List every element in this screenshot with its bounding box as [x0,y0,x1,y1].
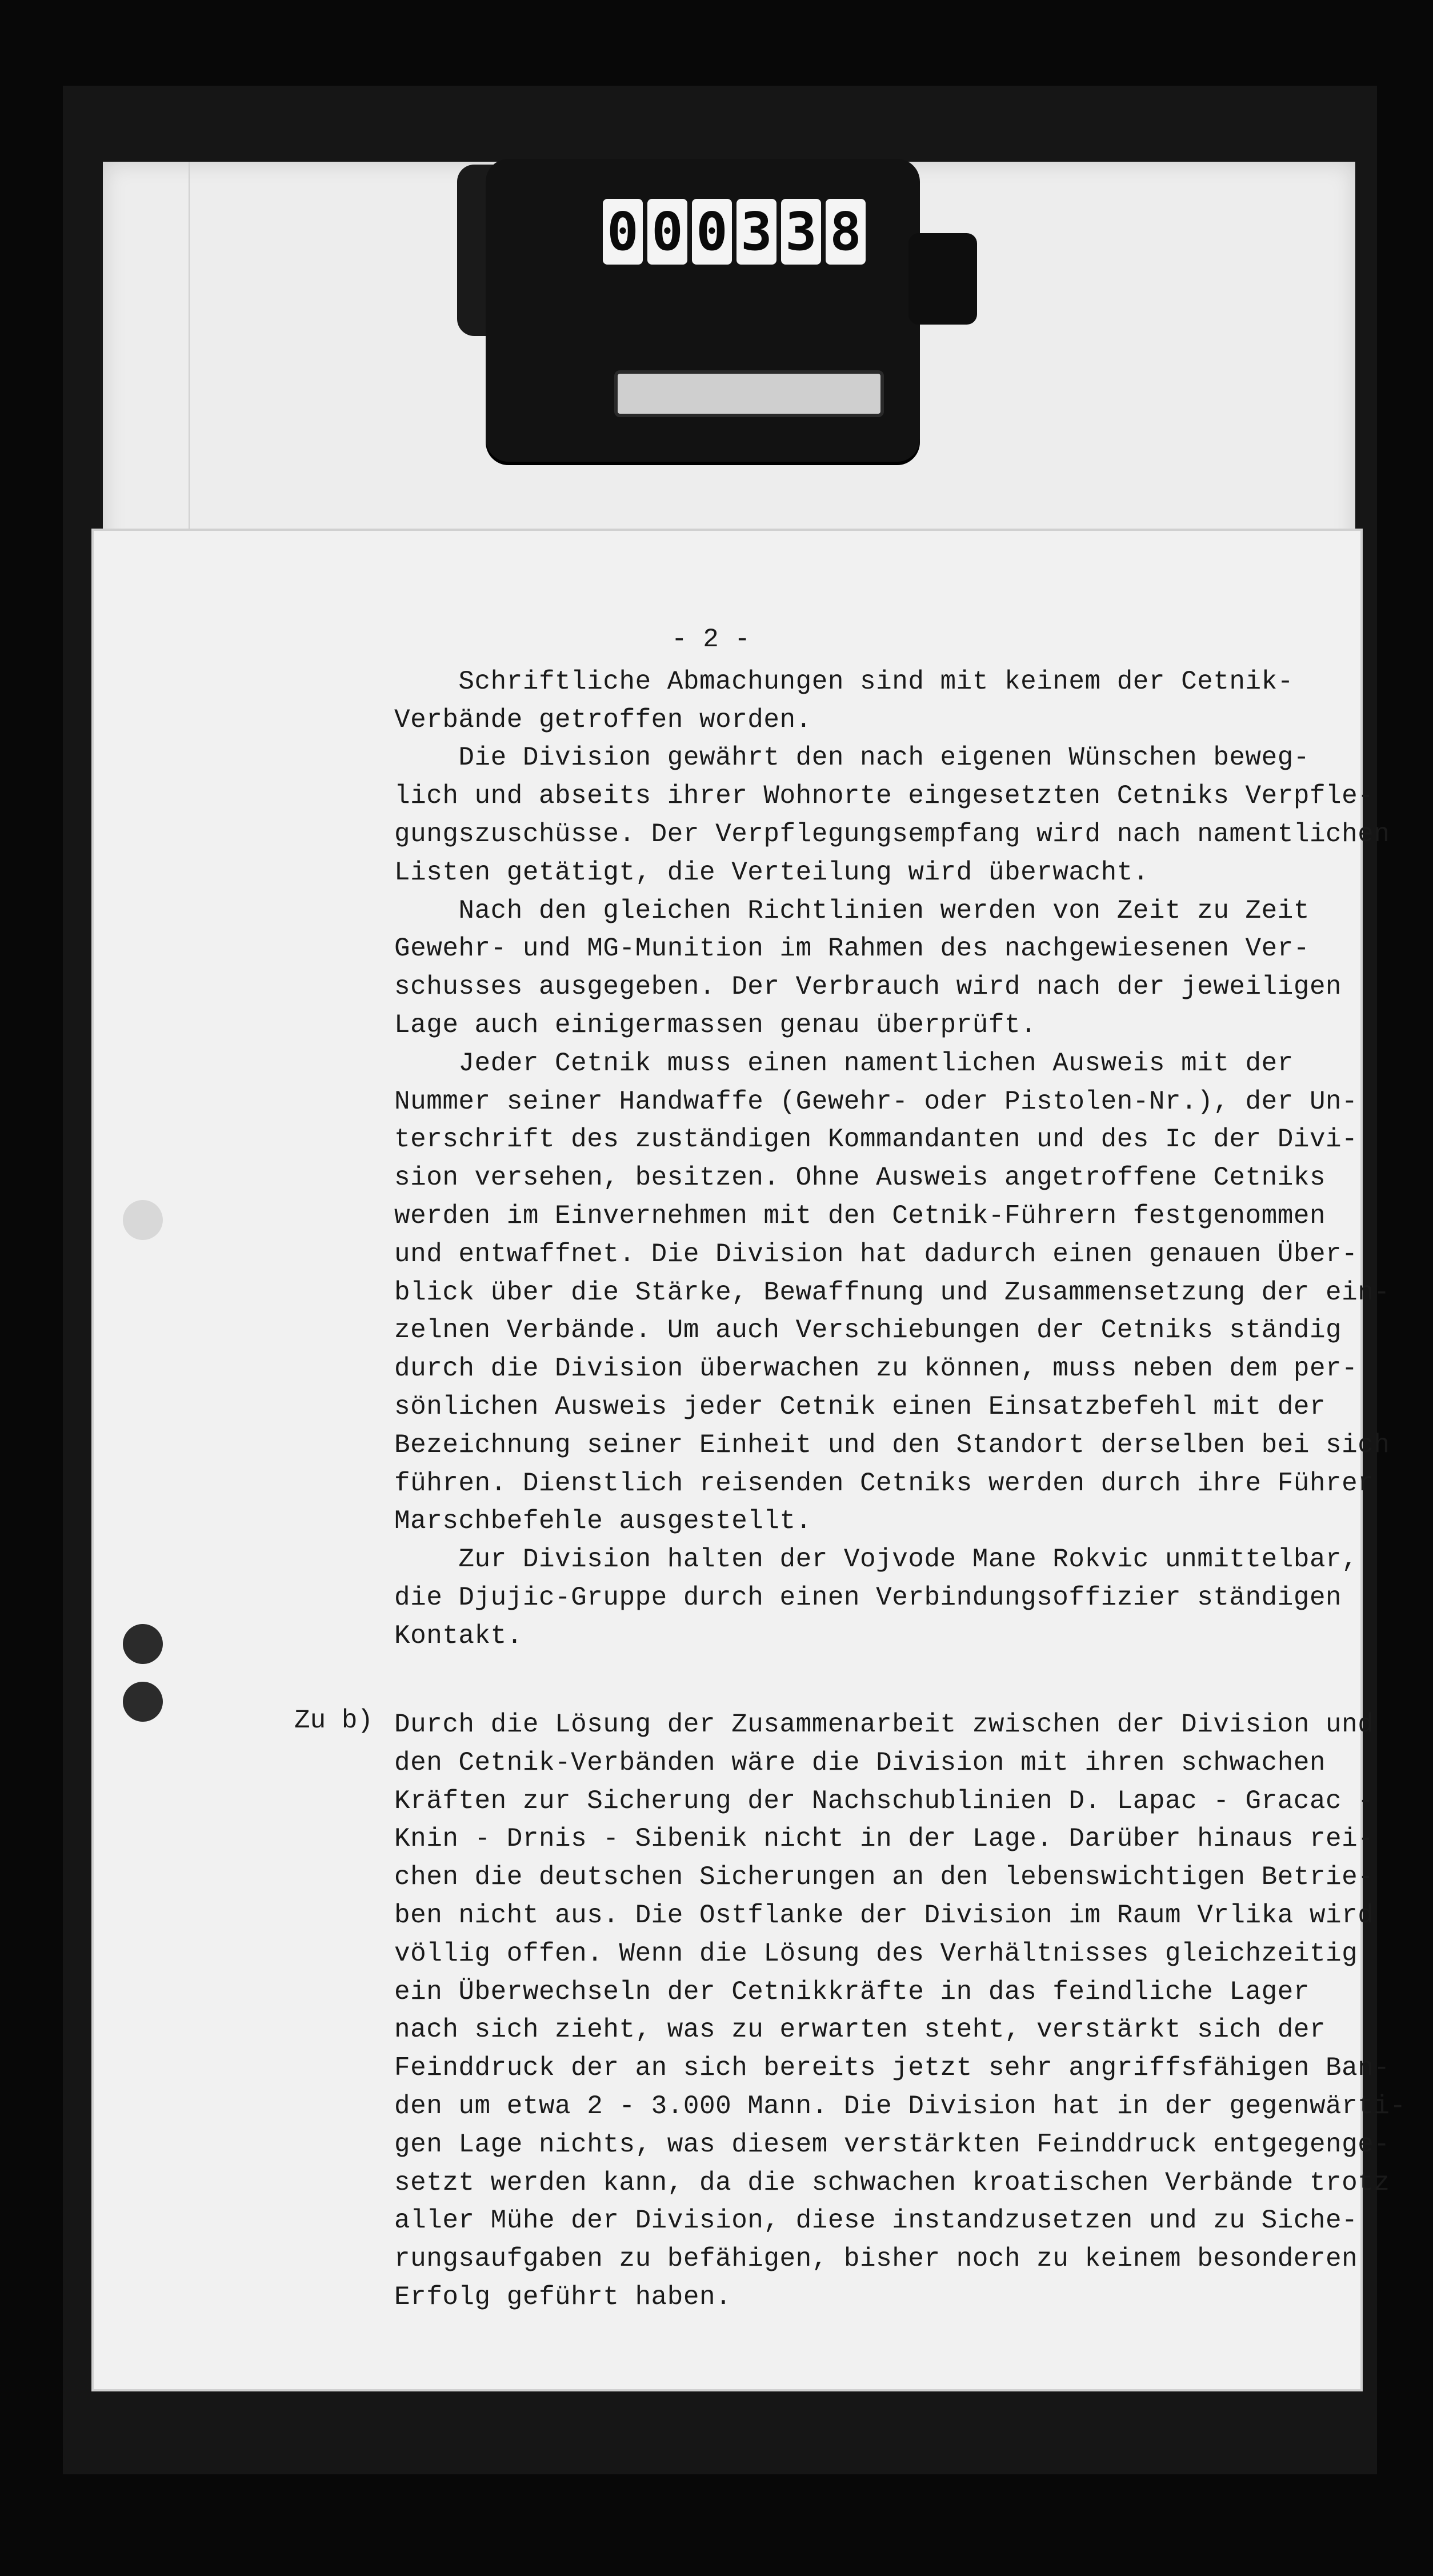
text-line: rungsaufgaben zu befähigen, bisher noch zu keinem besonderen [394,2244,1358,2274]
text-line: Kräften zur Sicherung der Nachschublinien D. Lapac - Gracac - [394,1786,1374,1816]
counter-digit: 0 [647,199,687,265]
text-line: ein Überwechseln der Cetnikkräfte in das feindliche Lager [394,1977,1310,2007]
text-line [394,625,1366,663]
text-line: führen. Dienstlich reisenden Cetniks werden durch ihre Führer [394,1468,1374,1498]
text-line: gen Lage nichts, was diesem verstärkten Feinddruck entgegenge- [394,2129,1390,2159]
text-line: Schriftliche Abmachungen sind mit keinem der Cetnik- [394,666,1294,697]
counter-digit: 3 [736,199,776,265]
text-line: Jeder Cetnik muss einen namentlichen Ausweis mit der [394,1048,1294,1078]
text-line: Durch die Lösung der Zusammenarbeit zwischen der Division und [394,1710,1374,1739]
text-line: schusses ausgegeben. Der Verbrauch wird nach der jeweiligen [394,972,1342,1002]
page-number: - 2 - [671,625,751,654]
counter-digit: 0 [603,199,643,265]
text-line: völlig offen. Wenn die Lösung des Verhältnisses gleichzeitig [394,1938,1358,1969]
counter-digit: 8 [826,199,866,265]
text-line: Feinddruck der an sich bereits jetzt sehr angriffsfähigen Ban- [394,2053,1390,2083]
text-line: zelnen Verbände. Um auch Verschiebungen der Cetniks ständig [394,1315,1342,1346]
punch-hole [123,1624,163,1664]
text-line: Nach den gleichen Richtlinien werden von Zeit zu Zeit [394,895,1310,926]
counter-digit: 0 [692,199,732,265]
counter-knob [908,233,977,325]
text-line: den um etwa 2 - 3.000 Mann. Die Division hat in der gegenwärti- [394,2091,1406,2121]
text-line: Listen getätigt, die Verteilung wird überwacht. [394,857,1149,887]
text-line: Knin - Drnis - Sibenik nicht in der Lage. Darüber hinaus rei- [394,1824,1374,1854]
text-line: setzt werden kann, da die schwachen kroatischen Verbände trotz [394,2167,1390,2198]
text-line: Nummer seiner Handwaffe (Gewehr- oder Pistolen-Nr.), der Un- [394,1086,1358,1117]
section-label: Zu b) [294,1706,374,1735]
text-line: sion versehen, besitzen. Ohne Ausweis angetroffene Cetniks [394,1163,1326,1193]
text-line: Die Division gewährt den nach eigenen Wünschen beweg- [394,743,1310,773]
text-line: lich und abseits ihrer Wohnorte eingesetzten Cetniks Verpfle- [394,781,1374,811]
text-line: die Djujic-Gruppe durch einen Verbindungsoffizier ständigen [394,1582,1342,1613]
text-line: Zur Division halten der Vojvode Mane Rokvic unmittelbar, [394,1545,1358,1575]
text-line: Verbände getroffen worden. [394,705,812,735]
document-body-top [394,625,1390,1655]
punch-hole [123,1200,163,1240]
text-line: werden im Einvernehmen mit den Cetnik-Führern festgenommen [394,1201,1326,1231]
counter-digit: 3 [781,199,821,265]
frame-counter [457,136,1068,467]
text-line: Erfolg geführt haben. [394,2282,732,2312]
text-line: den Cetnik-Verbänden wäre die Division mit ihren schwachen [394,1747,1326,1778]
counter-digits [603,199,866,270]
text-line: sönlichen Ausweis jeder Cetnik einen Einsatzbefehl mit der [394,1391,1326,1422]
text-line: nach sich zieht, was zu erwarten steht, verstärkt sich der [394,2015,1326,2045]
text-line: Gewehr- und MG-Munition im Rahmen des nachgewiesenen Ver- [394,934,1310,964]
punch-hole [123,1682,163,1722]
text-line: gungszuschüsse. Der Verpflegungsempfang wird nach namentlichen [394,819,1390,849]
text-line: aller Mühe der Division, diese instandzusetzen und zu Siche- [394,2206,1358,2236]
text-line: ben nicht aus. Die Ostflanke der Division im Raum Vrlika wird [394,1900,1374,1930]
text-line: und entwaffnet. Die Division hat dadurch einen genauen Über- [394,1239,1358,1269]
text-line: blick über die Stärke, Bewaffnung und Zusammensetzung der ein- [394,1277,1390,1307]
text-line: Bezeichnung seiner Einheit und den Standort derselben bei sich [394,1430,1390,1460]
counter-plate [614,370,884,417]
text-line: chen die deutschen Sicherungen an den lebenswichtigen Betrie- [394,1862,1374,1893]
text-line: Marschbefehle ausgestellt. [394,1506,812,1537]
text-line: Kontakt. [394,1621,523,1651]
text-line: durch die Division überwachen zu können, muss neben dem per- [394,1354,1358,1384]
document-body-section-b [394,1706,1406,2317]
text-line: Lage auch einigermassen genau überprüft. [394,1010,1037,1040]
text-line: terschrift des zuständigen Kommandanten und des Ic der Divi- [394,1125,1358,1155]
